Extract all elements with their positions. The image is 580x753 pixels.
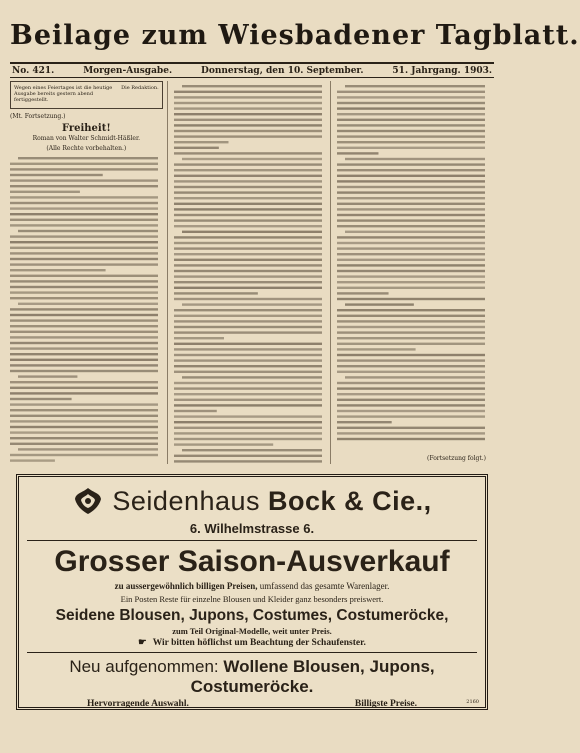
text-line	[337, 427, 485, 429]
text-line	[174, 225, 322, 227]
text-line	[10, 275, 158, 277]
text-line	[337, 326, 485, 328]
text-line	[174, 236, 322, 238]
story-author: Roman von Walter Schmidt-Häßler.	[32, 135, 141, 142]
text-line	[337, 124, 485, 126]
text-line	[337, 298, 485, 300]
text-line	[337, 191, 485, 193]
text-line	[18, 448, 158, 450]
text-line	[10, 286, 158, 288]
text-line	[174, 371, 322, 373]
text-line	[174, 247, 322, 249]
text-line	[174, 96, 322, 98]
ad-code: 2160	[466, 699, 479, 705]
ad-firm-name	[112, 486, 431, 517]
text-line	[337, 415, 485, 417]
text-line	[10, 403, 158, 405]
text-line	[337, 203, 485, 205]
column-1-text-lines	[10, 153, 162, 463]
issue-date: Donnerstag, den 10. September.	[201, 65, 364, 76]
text-line	[337, 197, 485, 199]
text-line	[174, 102, 322, 104]
ad-address: 6. Wilhelmstrasse 6.	[189, 521, 315, 536]
text-line	[10, 269, 106, 271]
ad-new-items: Wollene Blousen, Jupons, Costumeröcke.	[190, 657, 435, 696]
text-line	[10, 342, 158, 344]
column-3-text-lines	[337, 81, 489, 453]
text-line	[10, 297, 158, 299]
text-line	[174, 365, 322, 367]
text-line	[174, 180, 322, 182]
text-line	[10, 191, 80, 193]
text-line	[337, 107, 485, 109]
text-line	[174, 270, 322, 272]
text-line	[337, 359, 485, 361]
text-line	[10, 263, 158, 265]
text-line	[174, 438, 322, 440]
crest-logo-icon	[72, 485, 104, 517]
text-line	[337, 371, 485, 373]
text-line	[345, 85, 485, 87]
text-line	[174, 124, 322, 126]
text-line	[337, 147, 485, 149]
text-line	[337, 275, 485, 277]
text-line	[174, 163, 322, 165]
text-line	[10, 392, 158, 394]
text-line	[337, 320, 485, 322]
text-line	[337, 247, 485, 249]
text-line	[10, 163, 158, 165]
text-line	[174, 432, 322, 434]
text-line	[174, 141, 228, 143]
text-line	[174, 359, 322, 361]
text-line	[337, 270, 485, 272]
text-line	[337, 382, 485, 384]
text-line	[337, 186, 485, 188]
masthead-title: Beilage zum Wiesbadener Tagblatt.	[10, 20, 580, 51]
ad-firm-name-regular: Seidenhaus	[112, 485, 261, 516]
text-line	[10, 213, 158, 215]
text-line	[337, 113, 485, 115]
text-line	[10, 370, 158, 372]
continuation-note: (Fortsetzung folgt.)	[427, 455, 487, 462]
text-line	[10, 325, 158, 327]
text-line	[182, 449, 322, 451]
text-line	[174, 309, 322, 311]
text-line	[174, 443, 273, 445]
text-line	[10, 409, 158, 411]
text-line	[174, 382, 322, 384]
ad-window-hint	[27, 637, 477, 648]
ad-price-line	[27, 581, 477, 591]
text-line	[174, 253, 322, 255]
column-3	[337, 81, 494, 464]
column-1	[10, 81, 168, 464]
text-line	[174, 214, 322, 216]
text-line	[337, 119, 485, 121]
ad-prices: Billigste Preise.	[354, 699, 417, 709]
text-line	[10, 353, 158, 355]
text-line	[337, 169, 485, 171]
text-line	[337, 163, 485, 165]
ad-header	[27, 481, 477, 521]
text-line	[182, 303, 322, 305]
text-line	[174, 281, 322, 283]
text-line	[337, 393, 485, 395]
ad-window-hint-text: Wir bitten höflichst um Beachtung der Schaufenster.	[152, 637, 366, 648]
text-line	[174, 203, 322, 205]
text-line	[174, 275, 322, 277]
text-line	[337, 309, 485, 311]
text-line	[174, 287, 322, 289]
text-line	[345, 303, 414, 305]
text-line	[10, 336, 158, 338]
text-line	[174, 191, 322, 193]
story-rights: (Alle Rechte vorbehalten.)	[46, 145, 127, 152]
text-line	[345, 231, 485, 233]
text-line	[174, 152, 322, 154]
text-line	[10, 454, 158, 456]
ad-goods-line: Seidene Blousen, Jupons, Costumes, Costumeröcke,	[55, 607, 449, 624]
text-line	[337, 365, 485, 367]
pointing-hand-icon: ☛	[138, 638, 147, 648]
text-line	[174, 186, 322, 188]
text-line	[174, 393, 322, 395]
text-line	[174, 298, 322, 300]
text-line	[337, 236, 485, 238]
text-line	[10, 415, 158, 417]
text-line	[337, 399, 485, 401]
text-line	[10, 359, 158, 361]
column-2	[174, 81, 332, 464]
text-line	[174, 460, 322, 462]
text-line	[337, 387, 485, 389]
ad-selection: Hervorragende Auswahl.	[87, 699, 189, 709]
text-line	[174, 320, 322, 322]
text-line	[10, 437, 158, 439]
text-line	[18, 303, 158, 305]
text-line	[10, 258, 158, 260]
ad-divider-2	[27, 652, 477, 653]
text-line	[174, 427, 322, 429]
text-line	[10, 459, 55, 461]
text-line	[10, 443, 158, 445]
text-line	[18, 230, 158, 232]
text-line	[174, 264, 322, 266]
text-line	[337, 354, 485, 356]
text-line	[10, 308, 158, 310]
text-line	[174, 354, 322, 356]
text-line	[174, 91, 322, 93]
text-line	[337, 348, 416, 350]
text-line	[337, 281, 485, 283]
text-line	[174, 410, 217, 412]
text-line	[337, 331, 485, 333]
ad-bottom-line	[27, 699, 477, 709]
text-line	[337, 438, 485, 440]
text-line	[182, 231, 322, 233]
text-line	[10, 347, 158, 349]
issue-year: 51. Jahrgang. 1903.	[392, 65, 492, 76]
text-line	[337, 264, 485, 266]
text-line	[10, 314, 158, 316]
text-line	[10, 224, 158, 226]
text-line	[345, 158, 485, 160]
text-line	[337, 253, 485, 255]
ad-remnants-line: Ein Posten Reste für einzelne Blousen und Kleider ganz besonders preiswert.	[120, 594, 384, 604]
text-line	[174, 337, 224, 339]
text-line	[10, 387, 158, 389]
ad-sale-headline: Grosser Saison-Ausverkauf	[54, 545, 450, 578]
notice-signature: Die Redaktion.	[121, 85, 159, 91]
text-line	[10, 219, 158, 221]
text-line	[10, 319, 158, 321]
text-line	[10, 185, 158, 187]
text-line	[10, 179, 158, 181]
text-line	[337, 287, 485, 289]
text-line	[18, 157, 158, 159]
ad-divider	[27, 540, 477, 541]
text-line	[10, 252, 158, 254]
text-line	[18, 375, 77, 377]
text-line	[337, 343, 485, 345]
text-line	[174, 455, 322, 457]
advertisement	[16, 474, 488, 710]
ad-price-rest: umfassend das gesamte Warenlager.	[259, 581, 390, 591]
notice-text: Wegen eines Feiertages ist die heutige Ausgabe bereits gestern abend fertiggestellt.	[14, 85, 113, 103]
text-line	[174, 387, 322, 389]
text-columns	[10, 81, 494, 464]
serial-tag: (Mt. Fortsetzung.)	[10, 113, 66, 120]
text-line	[174, 107, 322, 109]
text-line	[174, 219, 322, 221]
text-line	[10, 174, 103, 176]
text-line	[337, 432, 485, 434]
text-line	[337, 315, 485, 317]
text-line	[345, 376, 485, 378]
text-line	[10, 207, 158, 209]
text-line	[10, 291, 158, 293]
text-line	[10, 241, 158, 243]
text-line	[337, 225, 485, 227]
text-line	[337, 410, 485, 412]
text-line	[174, 147, 219, 149]
text-line	[10, 235, 158, 237]
text-line	[337, 152, 378, 154]
text-line	[174, 326, 322, 328]
ad-new-line	[27, 657, 477, 697]
text-line	[10, 196, 158, 198]
text-line	[337, 135, 485, 137]
text-line	[10, 168, 158, 170]
text-line	[337, 130, 485, 132]
text-line	[174, 348, 322, 350]
text-line	[174, 421, 322, 423]
text-line	[182, 376, 322, 378]
text-line	[174, 315, 322, 317]
text-line	[337, 96, 485, 98]
text-line	[174, 331, 322, 333]
text-line	[182, 85, 322, 87]
text-line	[174, 119, 322, 121]
text-line	[337, 219, 485, 221]
text-line	[10, 247, 158, 249]
issue-info-bar	[10, 62, 494, 78]
text-line	[174, 404, 322, 406]
ad-firm-name-bold: Bock & Cie.,	[268, 485, 432, 516]
ad-models-line: zum Teil Original-Modelle, weit unter Preis.	[172, 626, 332, 636]
text-line	[174, 113, 322, 115]
text-line	[174, 197, 322, 199]
text-line	[10, 398, 72, 400]
text-line	[174, 175, 322, 177]
text-line	[174, 135, 322, 137]
story-heading: Freiheit!	[61, 123, 111, 134]
text-line	[337, 421, 392, 423]
text-line	[174, 259, 322, 261]
text-line	[337, 259, 485, 261]
text-line	[337, 292, 389, 294]
text-line	[182, 158, 322, 160]
text-line	[337, 337, 485, 339]
text-line	[10, 202, 158, 204]
text-line	[10, 381, 158, 383]
text-line	[10, 331, 158, 333]
text-line	[174, 399, 322, 401]
text-line	[337, 175, 485, 177]
text-line	[174, 415, 322, 417]
issue-number: No. 421.	[12, 65, 55, 76]
text-line	[10, 364, 158, 366]
text-line	[337, 102, 485, 104]
text-line	[337, 180, 485, 182]
issue-edition: Morgen-Ausgabe.	[83, 65, 173, 76]
text-line	[10, 426, 158, 428]
ad-price-bold: zu aussergewöhnlich billigen Preisen,	[114, 581, 258, 591]
text-line	[337, 141, 485, 143]
text-line	[10, 420, 158, 422]
text-line	[174, 292, 258, 294]
ad-new-prefix: Neu aufgenommen:	[69, 657, 219, 676]
text-line	[174, 130, 322, 132]
text-line	[174, 208, 322, 210]
text-line	[337, 242, 485, 244]
text-line	[10, 431, 158, 433]
text-line	[10, 280, 158, 282]
notice-box	[10, 81, 163, 109]
text-line	[174, 343, 322, 345]
text-line	[174, 242, 322, 244]
text-line	[174, 169, 322, 171]
text-line	[337, 404, 485, 406]
text-line	[337, 91, 485, 93]
text-line	[337, 208, 485, 210]
column-2-text-lines	[174, 81, 326, 464]
text-line	[337, 214, 485, 216]
